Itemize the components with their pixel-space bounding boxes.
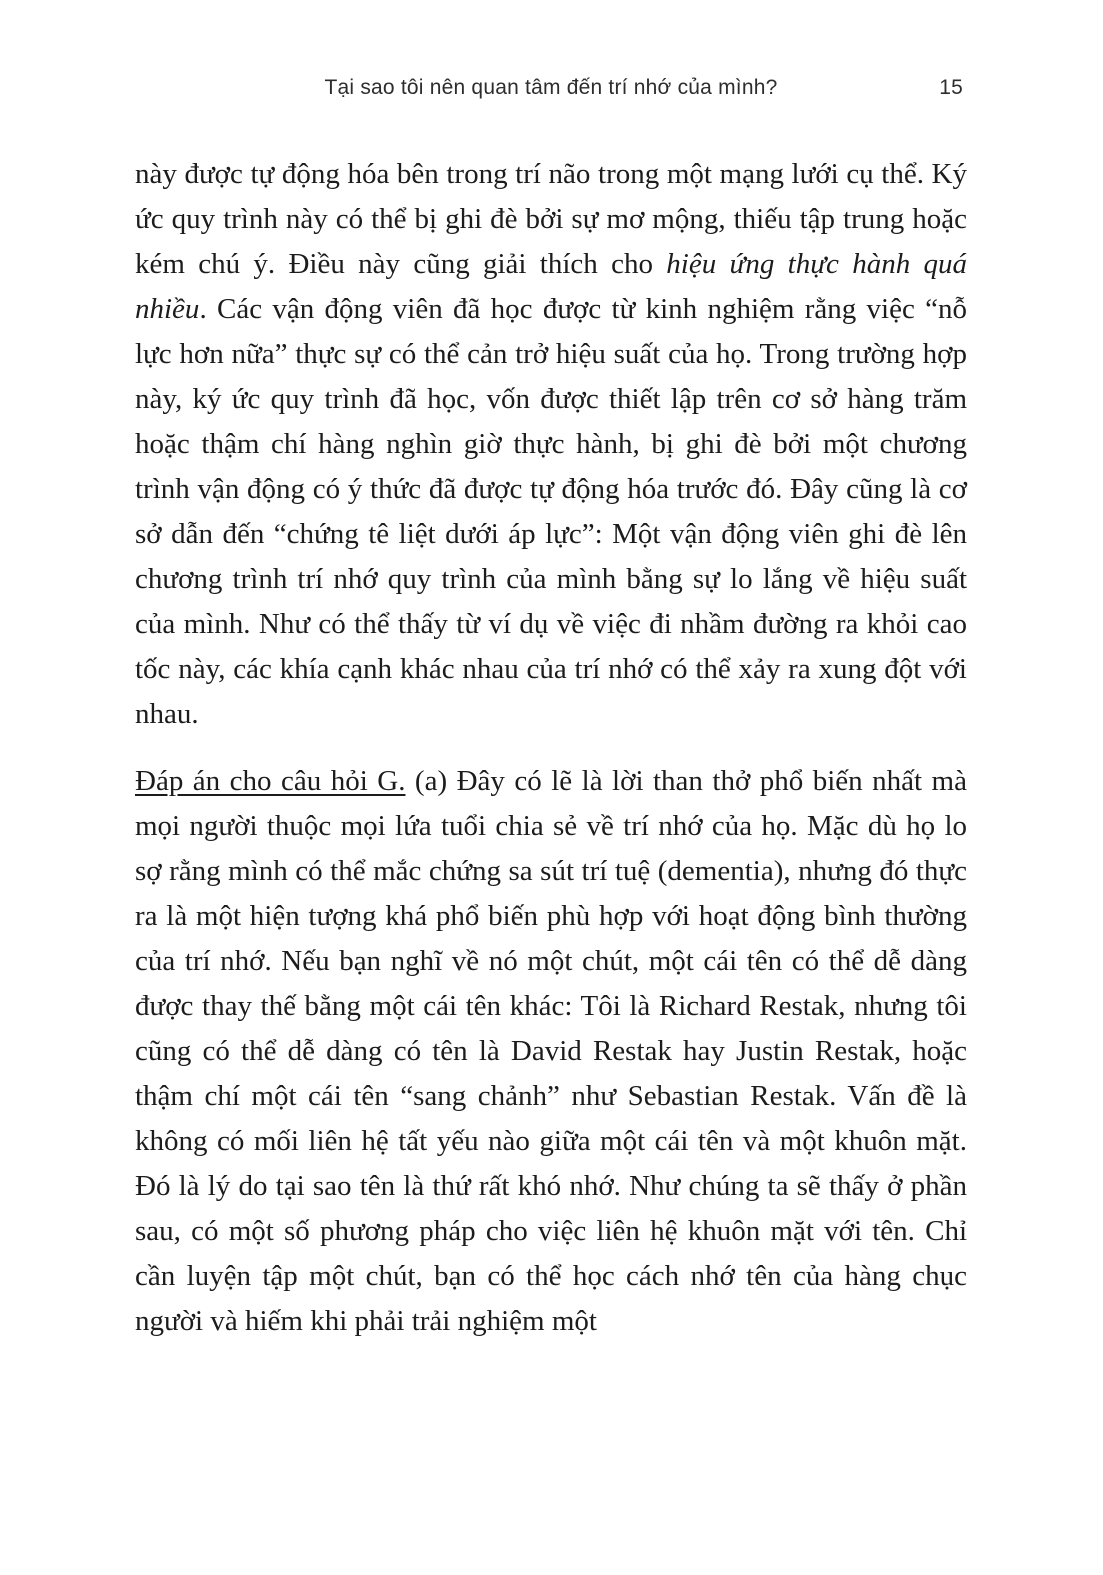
paragraph <box>135 152 967 737</box>
body-text <box>135 152 967 1366</box>
running-header <box>135 76 967 104</box>
text-segment: hiệu ứng thực hành quá nhiều <box>135 248 967 325</box>
page-number: 15 <box>939 76 963 99</box>
paragraph <box>135 759 967 1344</box>
text-segment: . Các vận động viên đã học được từ kinh nghiệm rằng việc “nỗ lực hơn nữa” thực sự có thể cản trở hiệu suất của họ. Trong trường hợp này, ký ức quy trình đã học, vốn được thiết lập trên cơ sở hàng trăm hoặc thậm chí hàng nghìn giờ thực hành, bị ghi đè bởi một chương trình vận động có ý thức đã được tự động hóa trước đó. Đây cũng là cơ sở dẫn đến “chứng tê liệt dưới áp lực”: Một vận động viên ghi đè lên chương trình trí nhớ quy trình của mình bằng sự lo lắng về hiệu suất của mình. Như có thể thấy từ ví dụ về việc đi nhầm đường ra khỏi cao tốc này, các khía cạnh khác nhau của trí nhớ có thể xảy ra xung đột với nhau. <box>135 293 967 730</box>
text-segment: này được tự động hóa bên trong trí não trong một mạng lưới cụ thể. Ký ức quy trình này có thể bị ghi đè bởi sự mơ mộng, thiếu tập trung hoặc kém chú ý. Điều này cũng giải thích cho <box>135 158 967 280</box>
text-segment: (a) Đây có lẽ là lời than thở phổ biến nhất mà mọi người thuộc mọi lứa tuổi chia sẻ về trí nhớ của họ. Mặc dù họ lo sợ rằng mình có thể mắc chứng sa sút trí tuệ (dementia), nhưng đó thực ra là một hiện tượng khá phổ biến phù hợp với hoạt động bình thường của trí nhớ. Nếu bạn nghĩ về nó một chút, một cái tên có thể dễ dàng được thay thế bằng một cái tên khác: Tôi là Richard Restak, nhưng tôi cũng có thể dễ dàng có tên là David Restak hay Justin Restak, hoặc thậm chí một cái tên “sang chảnh” như Sebastian Restak. Vấn đề là không có mối liên hệ tất yếu nào giữa một cái tên và một khuôn mặt. Đó là lý do tại sao tên là thứ rất khó nhớ. Như chúng ta sẽ thấy ở phần sau, có một số phương pháp cho việc liên hệ khuôn mặt với tên. Chỉ cần luyện tập một chút, bạn có thể học cách nhớ tên của hàng chục người và hiếm khi phải trải nghiệm một <box>135 765 967 1337</box>
text-segment: Đáp án cho câu hỏi G. <box>135 765 406 797</box>
chapter-title: Tại sao tôi nên quan tâm đến trí nhớ của mình? <box>324 76 778 99</box>
